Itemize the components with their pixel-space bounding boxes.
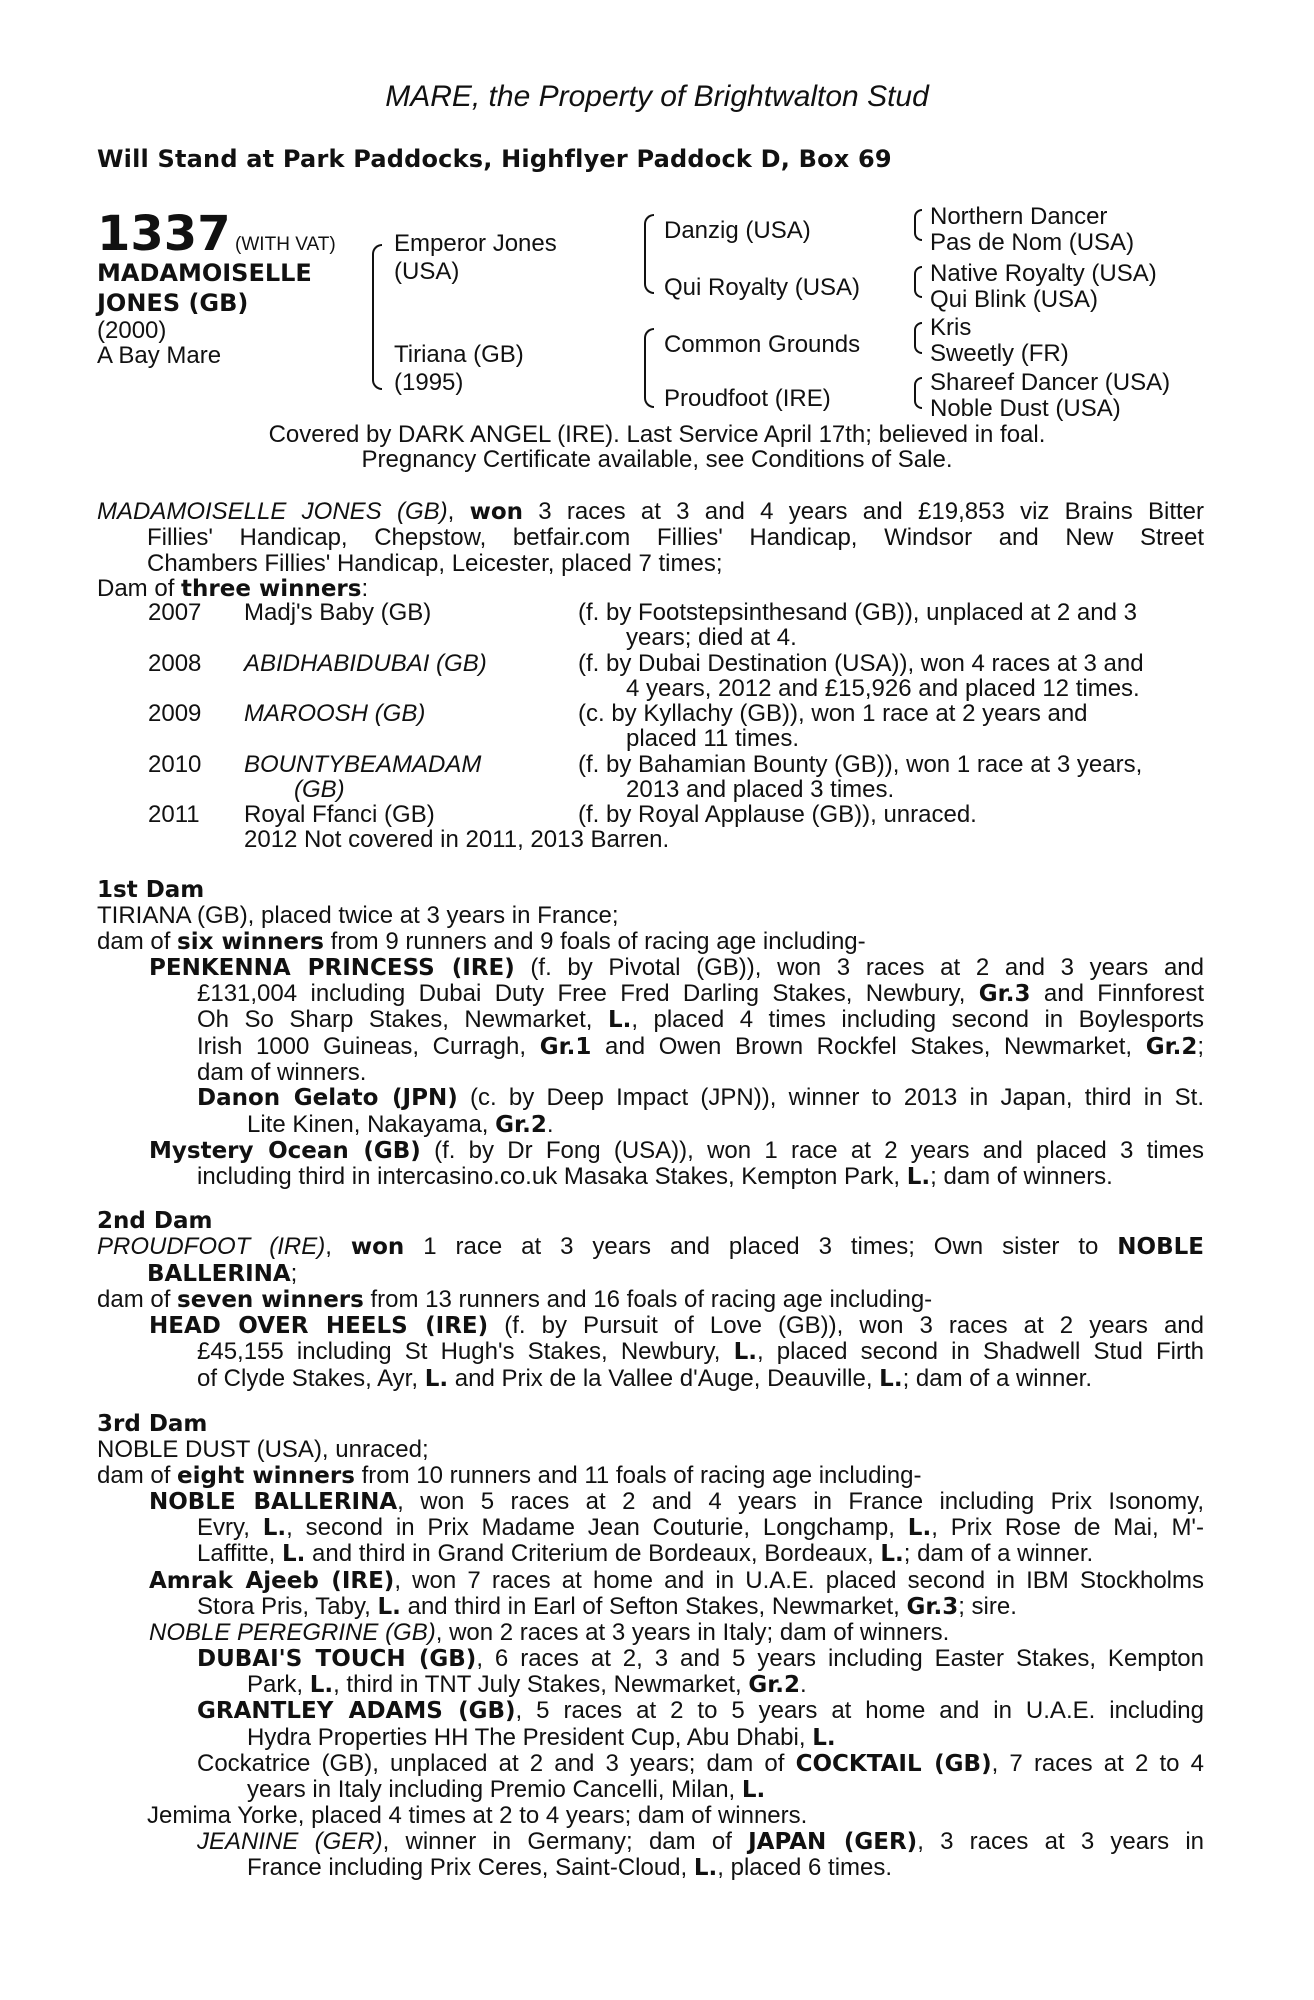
pedigree-bracket-sd xyxy=(914,266,922,298)
stand-location: Will Stand at Park Paddocks, Highflyer Paddock D, Box 69 xyxy=(97,145,892,173)
second-dam-heading: 2nd Dam xyxy=(97,1208,213,1234)
pedigree-sss: Northern Dancer xyxy=(930,203,1108,230)
second-dam-section: 2nd Dam PROUDFOOT (IRE), won 1 race at 3 years and placed 3 times; Own sister to NOBLE BALLERINA; dam of seven winners from 13 runners and 16 foals of racing age including- HEAD OVER HEELS (IRE) (f. by Pursuit of Love (GB)), won 3 races at 2 years and £45,155 including St Hugh's Stakes, Newbury, L., placed second in Shadwell Stud Firth of Clyde Stakes, Ayr, L. and Prix de la Vallee d'Auge, Deauville, L.; dam of a winner. xyxy=(97,1208,1205,1392)
pedigree-sdd: Qui Blink (USA) xyxy=(930,286,1099,313)
first-dam-heading: 1st Dam xyxy=(97,877,205,903)
pedigree-bracket-sire xyxy=(644,214,654,294)
pedigree-dss: Kris xyxy=(930,314,972,341)
pedigree-dd: Proudfoot (IRE) xyxy=(664,385,831,412)
vat-label: (WITH VAT) xyxy=(235,234,336,255)
third-dam-section: 3rd Dam NOBLE DUST (USA), unraced; dam of eight winners from 10 runners and 11 foals of racing age including- NOBLE BALLERINA, won 5 races at 2 and 4 years in France including Prix Isonomy, Evry, L., second in Prix Madame Jean Couturie, Longchamp, L., Prix Rose de Mai, M'- Laffitte, L. and third in Grand Criterium de Bordeaux, Bordeaux, L.; dam of a winner. Amrak Ajeeb (IRE), won 7 races at home and in U.A.E. placed second in IBM Stockholms Stora Pris, Taby, L. and third in Earl of Sefton Stakes, Newmarket, Gr.3; sire. NOBLE PEREGRINE (GB), won 2 races at 3 years in Italy; dam of winners. DUBAI'S TOUCH (GB), 6 races at 2, 3 and 5 years including Easter Stakes, Kempton Park, L., third in TNT July Stakes, Newmarket, Gr.2. GRANTLEY ADAMS (GB), 5 races at 2 to 5 years at home and in U.A.E. including Hydra Properties HH The President Cup, Abu Dhabi, L. Cockatrice (GB), unplaced at 2 and 3 years; dam of COCKTAIL (GB), 7 races at 2 to 4 years in Italy including Premio Cancelli, Milan, L. Jemima Yorke, placed 4 times at 2 to 4 years; dam of winners. JEANINE (GER), winner in Germany; dam of JAPAN (GER), 3 races at 3 years in France including Prix Ceres, Saint-Cloud, L., placed 6 times. xyxy=(97,1411,1205,1882)
third-dam-heading: 3rd Dam xyxy=(97,1411,208,1437)
pedigree-bracket-dd xyxy=(914,377,922,409)
horse-description: A Bay Mare xyxy=(97,342,222,369)
pedigree-bracket-ss xyxy=(914,209,922,241)
produce-note: 2012 Not covered in 2011, 2013 Barren. xyxy=(244,826,670,853)
pedigree-ds: Common Grounds xyxy=(664,331,861,358)
pedigree-bracket-dam xyxy=(644,328,654,408)
pedigree-sire: Emperor Jones (USA) xyxy=(394,230,557,285)
pedigree-dam: Tiriana (GB) (1995) xyxy=(394,341,524,396)
mare-intro: MADAMOISELLE JONES (GB), won 3 races at 3 and 4 years and £19,853 viz Brains Bitter Fillies' Handicap, Chepstow, betfair.com Fillies' Handicap, Windsor and New Street Chambers Fillies' Handicap, Leicester, placed 7 times; Dam of three winners: xyxy=(97,498,1204,602)
covered-line: Covered by DARK ANGEL (IRE). Last Service April 17th; believed in foal. xyxy=(268,421,1046,448)
horse-name: MADAMOISELLE JONES (GB) xyxy=(97,259,312,317)
lot-block xyxy=(97,206,336,262)
pedigree-dds: Shareef Dancer (USA) xyxy=(930,369,1171,396)
pedigree-dsd: Sweetly (FR) xyxy=(930,340,1069,367)
pedigree-bracket-main xyxy=(372,244,382,390)
pedigree-ddd: Noble Dust (USA) xyxy=(930,395,1121,422)
pedigree-bracket-ds xyxy=(914,322,922,354)
first-dam-section: 1st Dam TIRIANA (GB), placed twice at 3 years in France; dam of six winners from 9 runners and 9 foals of racing age including- PENKENNA PRINCESS (IRE) (f. by Pivotal (GB)), won 3 races at 2 and 3 years and £131,004 including Dubai Duty Free Fred Darling Stakes, Newbury, Gr.3 and Finnforest Oh So Sharp Stakes, Newmarket, L., placed 4 times including second in Boylesports Irish 1000 Guineas, Curragh, Gr.1 and Owen Brown Rockfel Stakes, Newmarket, Gr.2; dam of winners. Danon Gelato (JPN) (c. by Deep Impact (JPN)), winner to 2013 in Japan, third in St. Lite Kinen, Nakayama, Gr.2. Mystery Ocean (GB) (f. by Dr Fong (USA)), won 1 race at 2 years and placed 3 times including third in intercasino.co.uk Masaka Stakes, Kempton Park, L.; dam of winners. xyxy=(97,877,1205,1191)
pregnancy-line: Pregnancy Certificate available, see Conditions of Sale. xyxy=(361,446,953,473)
pedigree-ss: Danzig (USA) xyxy=(664,217,811,244)
horse-year: (2000) xyxy=(97,317,167,344)
pedigree-sd: Qui Royalty (USA) xyxy=(664,274,861,301)
pedigree-sds: Native Royalty (USA) xyxy=(930,260,1157,287)
lot-number: 1337 xyxy=(97,206,231,262)
pedigree-ssd: Pas de Nom (USA) xyxy=(930,229,1135,256)
page-title: MARE, the Property of Brightwalton Stud xyxy=(385,80,929,113)
